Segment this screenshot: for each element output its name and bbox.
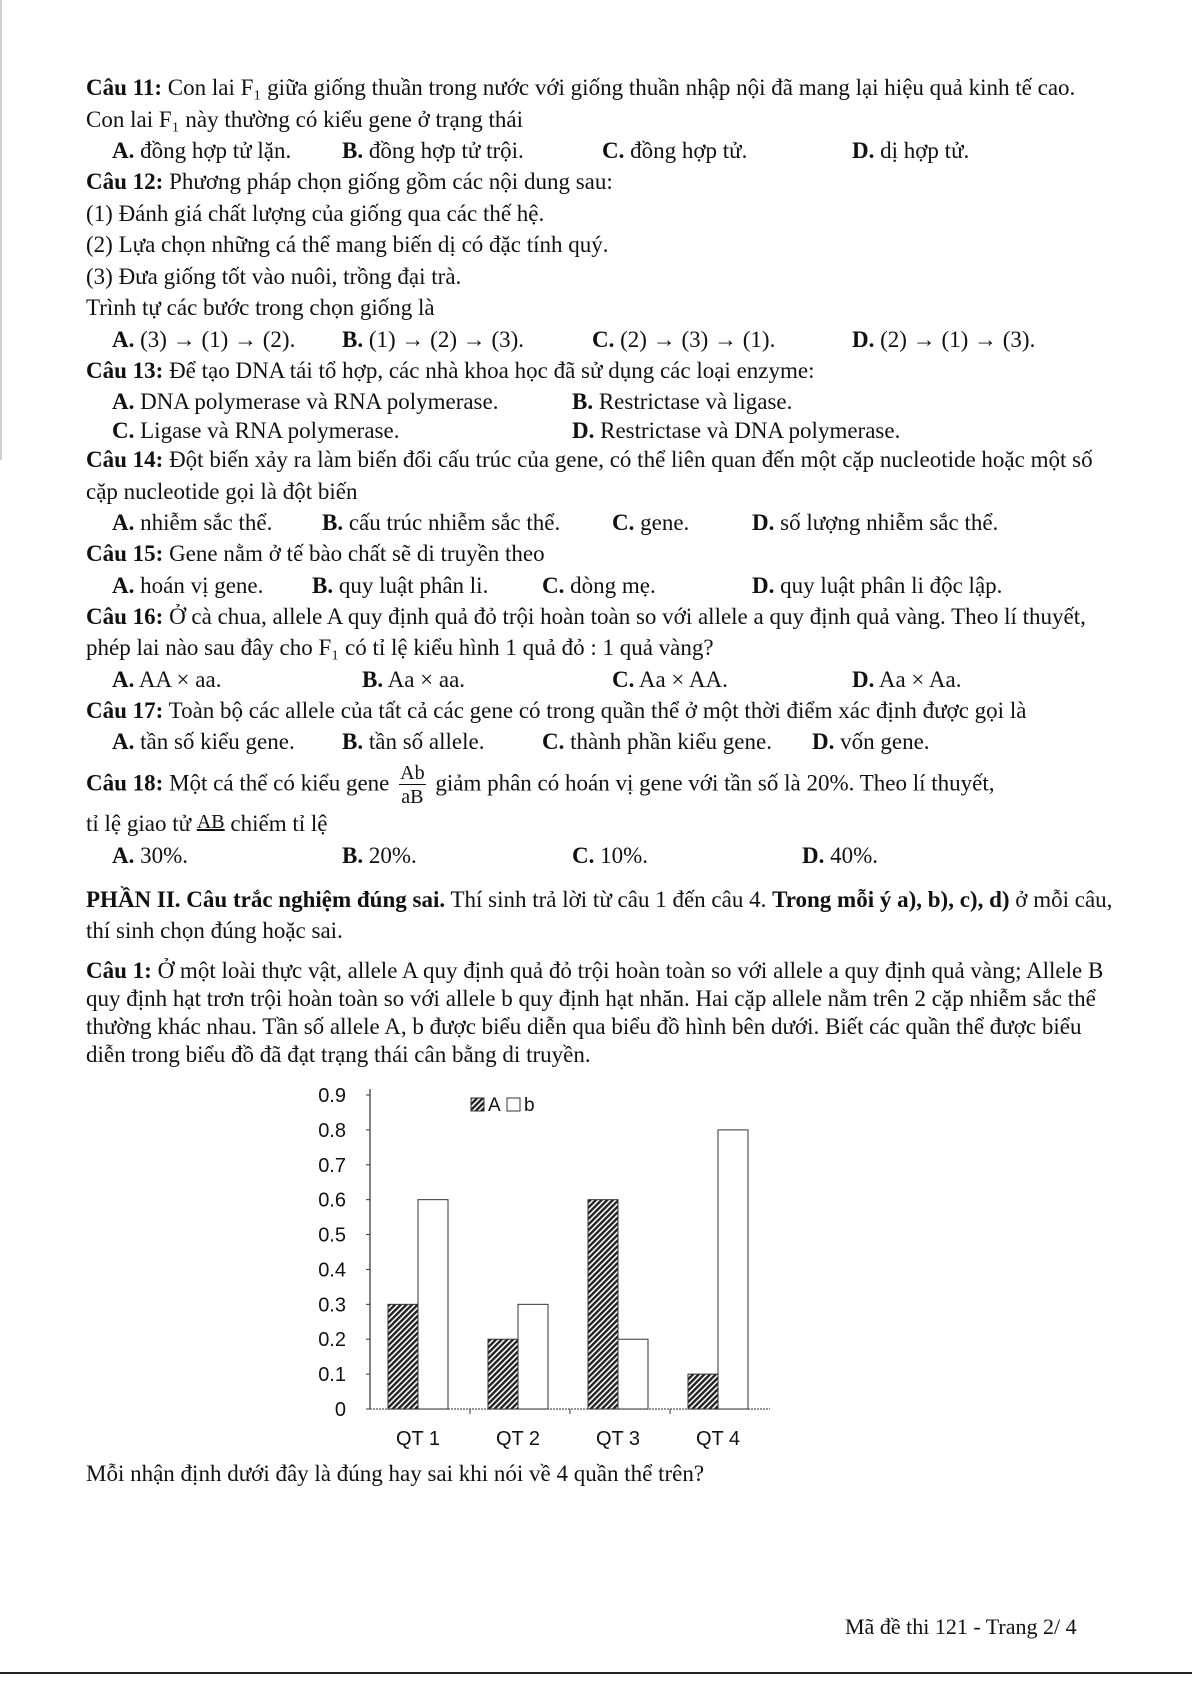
- option-letter: C.: [612, 666, 635, 692]
- option-letter: B.: [342, 326, 364, 352]
- question-block: [86, 601, 1116, 695]
- option-text: tần số kiểu gene.: [140, 729, 295, 754]
- option-letter: D.: [572, 418, 595, 443]
- allele-frequency-chart: [86, 1069, 1116, 1464]
- answer-option[interactable]: [852, 324, 1035, 356]
- scan-margin-line: [0, 0, 2, 460]
- question-18-line2: [86, 807, 1116, 840]
- question-label: Câu 11:: [86, 75, 163, 100]
- option-text: đồng hợp tử.: [630, 138, 748, 163]
- option-letter: D.: [752, 572, 775, 598]
- option-text: 40%.: [830, 842, 879, 868]
- bar-chart-svg: [86, 1069, 1116, 1464]
- genotype-denominator: aB: [401, 786, 424, 808]
- question-statement: Trình tự các bước trong chọn giống là: [86, 295, 435, 320]
- answer-option[interactable]: [542, 726, 772, 758]
- option-letter: C.: [572, 842, 595, 868]
- y-tick-label: 0.7: [318, 1154, 346, 1177]
- question-label: Câu 16:: [86, 603, 164, 629]
- option-text: thành phần kiểu gene.: [570, 729, 772, 754]
- question-block: [86, 695, 1116, 758]
- question-text: Con lai F₁ giữa giống thuần trong nước với giống thuần nhập nội đã mang lại hiệu quả kinh tế cao. Con lai F₁ này thường có kiểu gene ở trạng thái: [86, 75, 1076, 132]
- answer-option[interactable]: [612, 507, 689, 539]
- option-letter: B.: [342, 138, 364, 163]
- answer-option[interactable]: [112, 507, 272, 539]
- answer-option[interactable]: [612, 664, 728, 696]
- answer-option[interactable]: [112, 726, 295, 758]
- option-letter: D.: [852, 666, 875, 692]
- answer-option[interactable]: [812, 726, 930, 758]
- answer-option[interactable]: [322, 507, 560, 539]
- option-letter: A.: [112, 326, 135, 352]
- page-footer: Mã đề thi 121 - Trang 2/ 4: [845, 1614, 1077, 1639]
- y-tick-label: 0.8: [318, 1119, 346, 1142]
- option-text: Aa × AA.: [638, 666, 728, 692]
- option-text: cấu trúc nhiễm sắc thể.: [348, 510, 561, 535]
- question-stem: [86, 695, 1116, 727]
- answer-option[interactable]: [112, 386, 498, 418]
- x-tick-label: QT 2: [495, 1427, 541, 1450]
- answer-option[interactable]: [112, 415, 399, 447]
- y-tick-label: 0.5: [318, 1224, 346, 1247]
- question-block: [86, 355, 1116, 445]
- answer-option[interactable]: [542, 570, 656, 602]
- answer-option[interactable]: [342, 726, 484, 758]
- y-tick-label: 0.6: [318, 1189, 346, 1212]
- option-text: (3) → (1) → (2).: [140, 326, 296, 352]
- answer-option[interactable]: [362, 664, 465, 696]
- answer-option[interactable]: [342, 324, 524, 356]
- option-letter: C.: [612, 510, 635, 535]
- option-letter: A.: [112, 572, 135, 598]
- question-text: Đột biến xảy ra làm biến đổi cấu trúc của gene, có thể liên quan đến một cặp nucleotide hoặc một số cặp nucleotide gọi là đột biến: [86, 447, 1093, 504]
- option-text: tần số allele.: [368, 729, 485, 754]
- legend-label-a: A: [488, 1094, 501, 1116]
- option-text: quy luật phân li.: [338, 572, 489, 598]
- bar-A-3: [588, 1199, 618, 1408]
- bar-A-2: [488, 1339, 518, 1409]
- option-letter: B.: [362, 666, 384, 692]
- answer-option[interactable]: [752, 507, 998, 539]
- part-2-title: PHẦN II. Câu trắc nghiệm đúng sai.: [86, 886, 446, 912]
- option-letter: D.: [812, 729, 835, 754]
- answer-option[interactable]: [112, 664, 221, 696]
- option-text: vốn gene.: [840, 729, 930, 754]
- answer-option[interactable]: [852, 664, 961, 696]
- legend-swatch-a: [471, 1098, 484, 1111]
- gamete-label: AB: [196, 811, 225, 833]
- option-text: 20%.: [368, 842, 417, 868]
- option-text: đồng hợp tử lặn.: [140, 138, 292, 163]
- options-row: [86, 726, 1116, 757]
- question-stem: [86, 355, 1116, 387]
- part-2-bold: Trong mỗi ý a), b), c), d): [772, 886, 1010, 912]
- option-letter: C.: [602, 138, 625, 163]
- option-text: Restrictase và DNA polymerase.: [600, 418, 901, 443]
- question-statement: (1) Đánh giá chất lượng của giống qua các thế hệ.: [86, 200, 545, 226]
- y-tick-label: 0.4: [318, 1258, 346, 1281]
- gamete-text-before: tỉ lệ giao tử: [86, 811, 192, 836]
- question-block: [86, 444, 1116, 538]
- option-letter: C.: [592, 326, 615, 352]
- option-letter: D.: [752, 510, 775, 535]
- question-statement: (3) Đưa giống tốt vào nuôi, trồng đại trà.: [86, 263, 462, 289]
- bar-A-1: [388, 1304, 418, 1409]
- bar-b-2: [518, 1304, 548, 1409]
- option-text: Restrictase và ligase.: [598, 389, 793, 414]
- option-letter: C.: [542, 572, 565, 598]
- answer-option[interactable]: [752, 570, 1002, 602]
- part-2-text-end: ở mỗi câu, thí sinh chọn đúng hoặc sai.: [86, 886, 1113, 943]
- option-text: Aa × aa.: [387, 666, 466, 692]
- option-letter: A.: [112, 389, 135, 414]
- bottom-rule: [0, 1672, 1192, 1674]
- genotype-numerator: Ab: [400, 762, 425, 784]
- question-18-options: [86, 840, 1116, 874]
- x-tick-label: QT 3: [595, 1427, 641, 1450]
- question-stem: [86, 166, 1116, 198]
- bar-b-1: [418, 1199, 448, 1408]
- question-label: Câu 1:: [86, 957, 152, 983]
- question-list: [86, 72, 1116, 757]
- question-label: Câu 13:: [86, 357, 164, 383]
- option-letter: A.: [112, 729, 135, 754]
- options-row: [86, 135, 1116, 166]
- y-tick-label: 0.1: [318, 1363, 346, 1386]
- question-label: Câu 18:: [86, 770, 164, 796]
- answer-option[interactable]: [312, 570, 488, 602]
- option-letter: D.: [852, 326, 875, 352]
- answer-option[interactable]: [572, 840, 648, 872]
- option-text: nhiễm sắc thể.: [140, 510, 273, 535]
- option-text: 30%.: [140, 842, 189, 868]
- part-2-text: Thí sinh trả lời từ câu 1 đến câu 4.: [450, 886, 767, 912]
- exam-content: [86, 72, 1116, 1489]
- question-block: [86, 538, 1116, 601]
- question-label: Câu 12:: [86, 169, 164, 194]
- question-text-before: Một cá thể có kiểu gene: [169, 770, 390, 796]
- legend-swatch-b: [507, 1098, 520, 1111]
- y-tick-label: 0.3: [318, 1293, 346, 1316]
- y-tick-label: 0.9: [318, 1084, 346, 1107]
- question-stem: [86, 601, 1116, 664]
- question-text: Ở một loài thực vật, allele A quy định quả đỏ trội hoàn toàn so với allele a quy định quả vàng; Allele B quy định hạt trơn trội hoàn toàn so với allele b quy định hạt nhăn. Hai cặp allele nằm trên 2 cặp nhiễm sắc thể thường khác nhau. Tần số allele A, b được biểu diễn qua biểu đồ hình bên dưới. Biết các quần thể được biểu diễn trong biểu đồ đã đạt trạng thái cân bằng di truyền.: [86, 957, 1104, 1067]
- question-stem: [86, 538, 1116, 570]
- option-text: DNA polymerase và RNA polymerase.: [140, 389, 499, 414]
- question-18: [86, 763, 1116, 807]
- option-text: dòng mẹ.: [570, 572, 656, 598]
- option-text: 10%.: [600, 842, 649, 868]
- option-letter: B.: [572, 389, 594, 414]
- question-text: Ở cà chua, allele A quy định quả đỏ trội hoàn toàn so với allele a quy định quả vàng. Theo lí thuyết, phép lai nào sau đây cho F₁ có tỉ lệ kiểu hình 1 quả đỏ : 1 quả vàng?: [86, 603, 1086, 660]
- option-letter: C.: [542, 729, 565, 754]
- option-text: (2) → (1) → (3).: [880, 326, 1036, 352]
- question-text: Để tạo DNA tái tổ hợp, các nhà khoa học đã sử dụng các loại enzyme:: [169, 357, 815, 383]
- part-2-header: [86, 884, 1116, 947]
- option-text: đồng hợp tử trội.: [368, 138, 524, 163]
- options-row: [86, 324, 1116, 355]
- option-text: Ligase và RNA polymerase.: [140, 418, 400, 443]
- option-letter: C.: [112, 418, 135, 443]
- answer-option[interactable]: [802, 840, 878, 872]
- bar-b-4: [718, 1129, 748, 1408]
- question-statement: (2) Lựa chọn những cá thể mang biến dị có đặc tính quý.: [86, 232, 609, 257]
- answer-option[interactable]: [112, 570, 263, 602]
- y-tick-label: 0: [334, 1398, 346, 1421]
- answer-option[interactable]: [572, 415, 900, 447]
- option-letter: A.: [112, 666, 135, 692]
- option-text: AA × aa.: [138, 666, 222, 692]
- option-text: dị hợp tử.: [880, 138, 970, 163]
- option-text: (2) → (3) → (1).: [620, 326, 776, 352]
- answer-option[interactable]: [342, 840, 417, 872]
- option-letter: B.: [312, 572, 334, 598]
- x-tick-label: QT 1: [395, 1427, 441, 1450]
- option-letter: D.: [802, 842, 825, 868]
- answer-option[interactable]: [112, 840, 188, 872]
- question-text: Gene nằm ở tế bào chất sẽ di truyền theo: [169, 541, 545, 566]
- answer-option[interactable]: [342, 135, 524, 167]
- option-text: (1) → (2) → (3).: [368, 326, 525, 352]
- option-letter: A.: [112, 510, 135, 535]
- question-text-after: giảm phân có hoán vị gene với tần số là 20%. Theo lí thuyết,: [435, 770, 995, 796]
- part-2-question-1: [86, 957, 1116, 1069]
- question-block: [86, 72, 1116, 166]
- question-label: Câu 14:: [86, 447, 164, 472]
- question-block: [86, 166, 1116, 355]
- answer-option[interactable]: [592, 324, 775, 356]
- question-stem: [86, 72, 1116, 135]
- question-label: Câu 15:: [86, 541, 164, 566]
- question-label: Câu 17:: [86, 697, 164, 723]
- answer-option[interactable]: [852, 135, 969, 167]
- option-text: Aa × Aa.: [878, 666, 962, 692]
- question-stem: [86, 444, 1116, 507]
- question-text: Phương pháp chọn giống gồm các nội dung sau:: [169, 169, 613, 194]
- answer-option[interactable]: [572, 386, 792, 418]
- option-letter: B.: [342, 842, 364, 868]
- option-text: hoán vị gene.: [140, 572, 264, 598]
- gamete-text-after: chiếm tỉ lệ: [230, 811, 328, 836]
- answer-option[interactable]: [112, 135, 291, 167]
- y-tick-label: 0.2: [318, 1328, 346, 1351]
- answer-option[interactable]: [602, 135, 747, 167]
- bar-b-3: [618, 1339, 648, 1409]
- options-row: [86, 507, 1116, 538]
- options-row: [86, 570, 1116, 601]
- option-text: gene.: [640, 510, 690, 535]
- options-row: [86, 415, 1116, 444]
- genotype-fraction: [399, 763, 425, 807]
- option-letter: B.: [322, 510, 344, 535]
- x-tick-label: QT 4: [695, 1427, 741, 1450]
- bar-A-4: [688, 1374, 718, 1409]
- options-row: [86, 386, 1116, 415]
- question-text: Toàn bộ các allele của tất cả các gene có trong quần thể ở một thời điểm xác định được gọi là: [168, 697, 1027, 723]
- legend-label-b: b: [524, 1094, 535, 1116]
- option-letter: A.: [112, 138, 135, 163]
- option-letter: B.: [342, 729, 364, 754]
- options-row: [86, 664, 1116, 695]
- option-text: quy luật phân li độc lập.: [780, 572, 1003, 598]
- option-letter: D.: [852, 138, 875, 163]
- option-text: số lượng nhiễm sắc thể.: [780, 510, 999, 535]
- question-prompt-after-chart: Mỗi nhận định dưới đây là đúng hay sai khi nói về 4 quần thể trên?: [86, 1460, 705, 1486]
- answer-option[interactable]: [112, 324, 295, 356]
- option-letter: A.: [112, 842, 135, 868]
